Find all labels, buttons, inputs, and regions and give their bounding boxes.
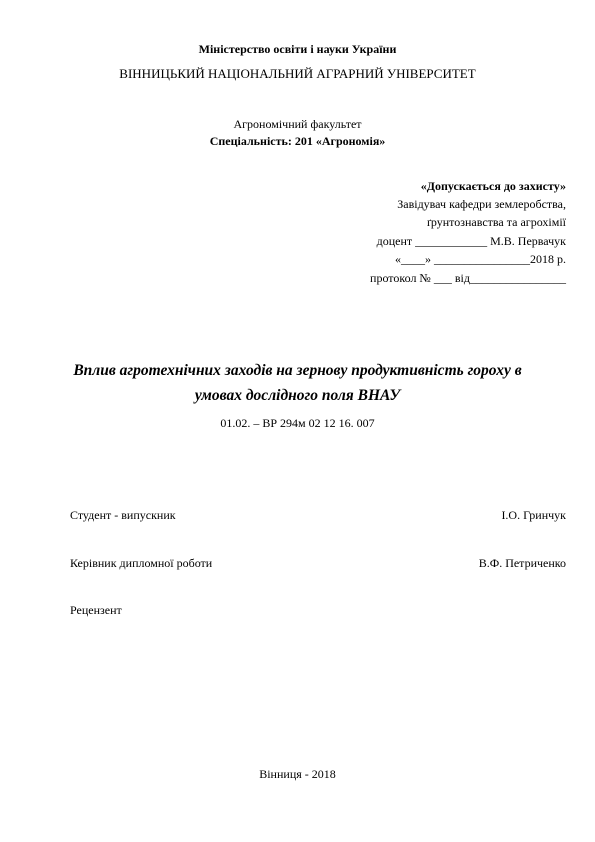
approval-date-line: «____» ________________2018 р. (395, 252, 566, 266)
reviewer-label: Рецензент (70, 603, 122, 617)
student-label: Студент - випускник (70, 508, 176, 522)
signatory-line: доцент ____________ М.В. Первачук (376, 234, 566, 248)
city-year: Вінниця - 2018 (259, 767, 336, 781)
university-name: ВІННИЦЬКИЙ НАЦІОНАЛЬНИЙ АГРАРНИЙ УНІВЕРСИТЕТ (119, 66, 476, 81)
thesis-title-line1: Вплив агротехнічних заходів на зернову продуктивність гороху в (73, 362, 522, 379)
supervisor-name: В.Ф. Петриченко (478, 556, 566, 570)
thesis-title-line2: умовах дослідного поля ВНАУ (194, 387, 401, 404)
ministry-heading: Міністерство освіти і науки України (198, 42, 397, 56)
faculty-name: Агрономічний факультет (233, 117, 362, 131)
admission-statement: «Допускається до захисту» (420, 179, 566, 193)
department-head-line2: ґрунтознавства та агрохімії (426, 215, 566, 229)
supervisor-label: Керівник дипломної роботи (70, 556, 213, 570)
thesis-code: 01.02. – ВР 294м 02 12 16. 007 (220, 416, 375, 430)
department-head-line1: Завідувач кафедри землеробства, (397, 197, 566, 211)
student-name: І.О. Гринчук (501, 508, 566, 522)
specialty: Спеціальність: 201 «Агрономія» (209, 134, 386, 148)
protocol-line: протокол № ___ від________________ (370, 271, 566, 285)
